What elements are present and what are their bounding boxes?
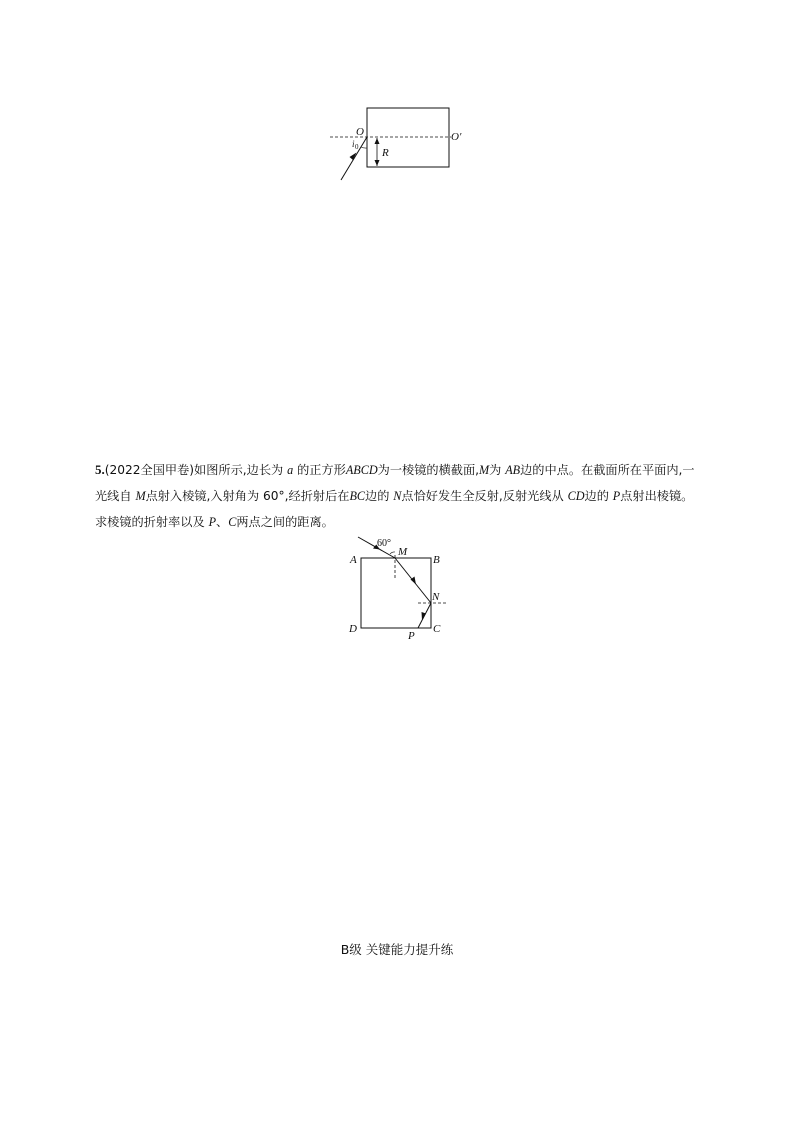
problem-source: (2022全国甲卷): [104, 463, 195, 477]
variable-M: M: [479, 463, 490, 477]
variable-AB: AB: [505, 463, 521, 477]
figure-prism-diagram: [340, 532, 455, 644]
variable-ABCD: ABCD: [345, 463, 378, 477]
problem-text-part: 两点之间的距离。: [236, 515, 334, 529]
figure-prism-svg: [340, 532, 455, 644]
label-A: A: [350, 554, 357, 566]
problem-text-part: 边的: [584, 489, 609, 503]
variable-N: N: [393, 489, 402, 503]
label-angle-60: 60°: [377, 538, 391, 549]
problem-text-part: 点射出棱镜。求棱镜的折射率以及: [95, 489, 694, 529]
incidence-angle-arc: [361, 147, 367, 148]
problem-number: 5.: [95, 462, 105, 477]
label-O: O: [356, 126, 364, 138]
problem-text-part: 为: [489, 463, 502, 477]
variable-P: P: [612, 489, 621, 503]
problem-text-part: 、: [216, 515, 229, 529]
label-B: B: [433, 554, 440, 566]
label-D: D: [349, 623, 357, 635]
variable-P: P: [208, 515, 217, 529]
problem-text-part: 如图所示,边长为: [194, 463, 284, 477]
radius-arrow-down-icon: [375, 160, 380, 166]
label-C: C: [433, 623, 441, 635]
problem-text-part: 为一棱镜的横截面,: [377, 463, 480, 477]
figure-cylinder-svg: [320, 100, 470, 190]
figure-cylinder-diagram: [320, 100, 470, 190]
angle-arc: [390, 552, 395, 554]
problem-text-part: 边的: [365, 489, 390, 503]
variable-C: C: [228, 515, 237, 529]
problem-text-part: 点恰好发生全反射,反射光线从: [401, 489, 564, 503]
label-R: R: [382, 147, 389, 159]
label-N: N: [432, 591, 440, 603]
label-P: P: [408, 630, 415, 642]
variable-CD: CD: [567, 489, 585, 503]
problem-text: [95, 457, 705, 535]
glass-block-outline: [367, 108, 449, 167]
radius-arrow-up-icon: [375, 138, 380, 144]
problem-text-part: 边的中点。在截面所在平面内,一光线自: [95, 463, 695, 503]
label-i: i: [352, 139, 355, 149]
problem-5: [95, 457, 705, 535]
prism-square-outline: [361, 558, 431, 628]
section-heading: B级 关键能力提升练: [340, 942, 454, 957]
label-M: M: [398, 546, 408, 558]
label-i-subscript: 0: [355, 143, 359, 151]
variable-M: M: [135, 489, 146, 503]
variable-a: a: [287, 463, 294, 477]
problem-text-part: 的正方形: [297, 463, 346, 477]
problem-text-part: 点射入棱镜,入射角为 60°,经折射后在: [145, 489, 350, 503]
label-O-prime: O′: [451, 131, 462, 143]
variable-BC: BC: [349, 489, 366, 503]
